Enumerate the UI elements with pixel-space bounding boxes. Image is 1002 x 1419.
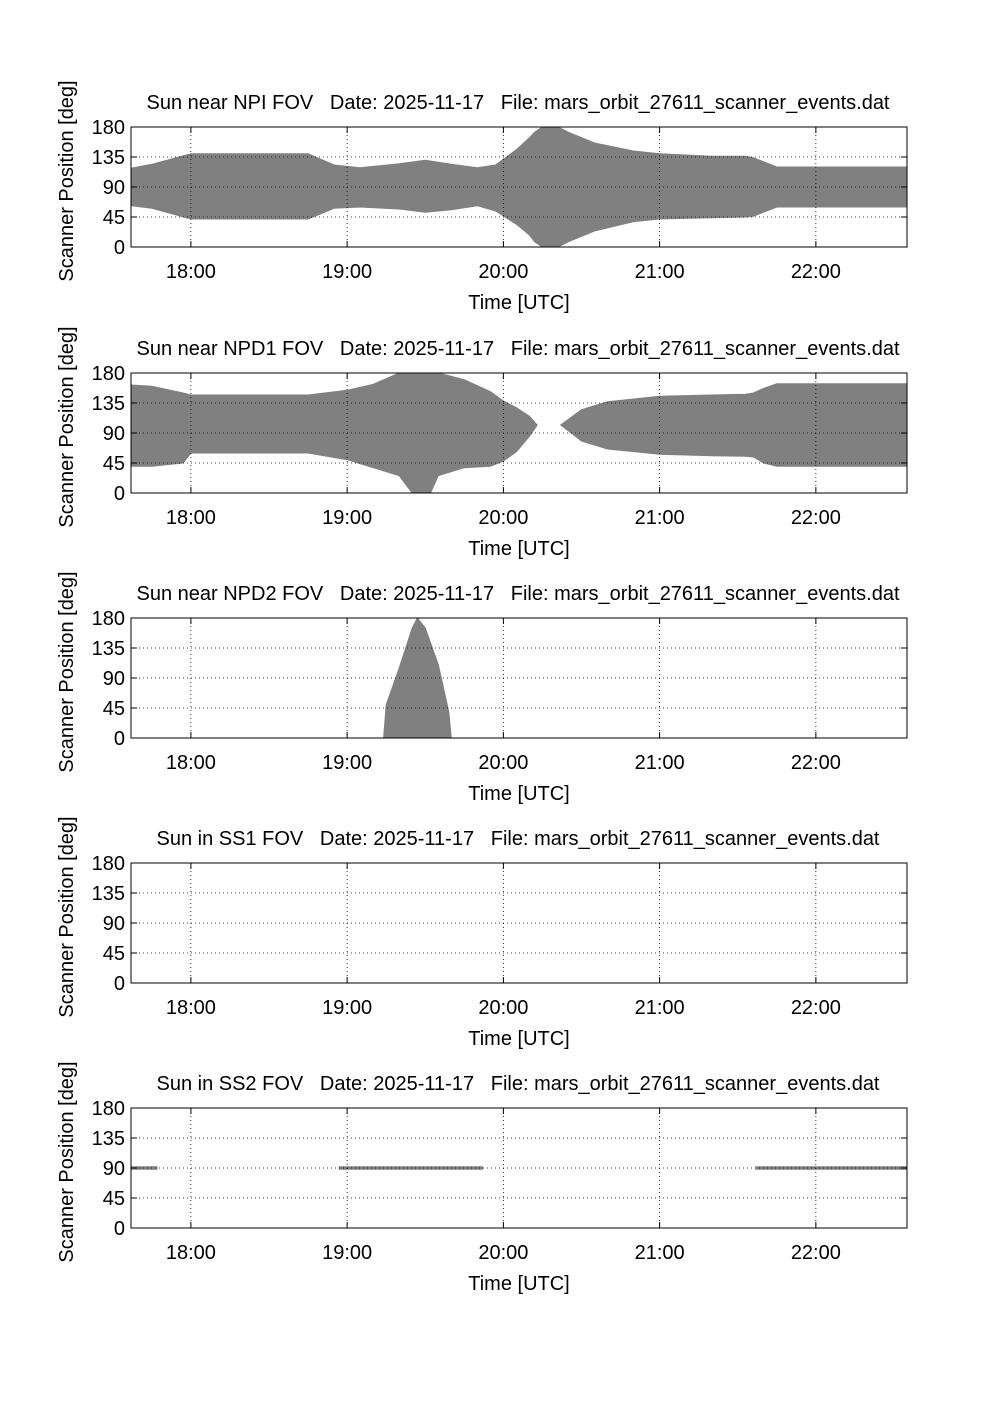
chart-panel-2 xyxy=(56,326,907,560)
chart-title: Sun near NPD2 FOV Date: 2025-11-17 File: mars_orbit_27611_scanner_events.dat xyxy=(136,583,900,605)
x-tick-label: 18:00 xyxy=(165,1242,216,1264)
y-tick-label: 0 xyxy=(113,237,125,259)
y-tick-label: 180 xyxy=(91,117,125,139)
y-tick-label: 0 xyxy=(113,1218,125,1240)
x-axis-label: Time [UTC] xyxy=(468,1028,570,1050)
y-tick-label: 90 xyxy=(102,423,125,445)
y-axis-label: Scanner Position [deg] xyxy=(56,326,78,528)
x-tick-label: 22:00 xyxy=(790,261,841,283)
x-tick-label: 20:00 xyxy=(478,507,529,529)
x-tick-label: 21:00 xyxy=(634,1242,685,1264)
x-tick-label: 20:00 xyxy=(478,261,529,283)
x-tick-label: 19:00 xyxy=(322,752,373,774)
y-tick-label: 45 xyxy=(102,207,125,229)
y-axis-label: Scanner Position [deg] xyxy=(56,816,78,1018)
x-axis-label: Time [UTC] xyxy=(468,538,570,560)
x-tick-label: 21:00 xyxy=(634,997,685,1019)
x-tick-label: 22:00 xyxy=(790,507,841,529)
y-tick-label: 0 xyxy=(113,483,125,505)
x-tick-label: 22:00 xyxy=(790,752,841,774)
y-tick-label: 90 xyxy=(102,913,125,935)
chart-panel-3 xyxy=(56,571,907,805)
x-tick-label: 18:00 xyxy=(165,752,216,774)
x-tick-label: 18:00 xyxy=(165,261,216,283)
x-axis-label: Time [UTC] xyxy=(468,783,570,805)
x-tick-label: 19:00 xyxy=(322,1242,373,1264)
x-tick-label: 19:00 xyxy=(322,261,373,283)
chart-title: Sun in SS2 FOV Date: 2025-11-17 File: mars_orbit_27611_scanner_events.dat xyxy=(156,1073,880,1095)
y-axis-label: Scanner Position [deg] xyxy=(56,80,78,282)
y-tick-label: 0 xyxy=(113,973,125,995)
y-tick-label: 135 xyxy=(91,1128,125,1150)
y-tick-label: 45 xyxy=(102,453,125,475)
y-tick-label: 180 xyxy=(91,853,125,875)
y-tick-label: 135 xyxy=(91,147,125,169)
data-area-segment xyxy=(384,618,452,738)
x-tick-label: 21:00 xyxy=(634,752,685,774)
x-tick-label: 18:00 xyxy=(165,507,216,529)
x-tick-label: 22:00 xyxy=(790,1242,841,1264)
y-tick-label: 135 xyxy=(91,638,125,660)
y-tick-label: 135 xyxy=(91,393,125,415)
y-tick-label: 90 xyxy=(102,177,125,199)
x-tick-label: 19:00 xyxy=(322,507,373,529)
chart-panel-5 xyxy=(56,1061,907,1295)
x-axis-label: Time [UTC] xyxy=(468,1273,570,1295)
chart-title: Sun near NPD1 FOV Date: 2025-11-17 File: mars_orbit_27611_scanner_events.dat xyxy=(136,338,900,360)
y-tick-label: 0 xyxy=(113,728,125,750)
x-tick-label: 21:00 xyxy=(634,507,685,529)
data-area-segment xyxy=(339,1167,482,1170)
x-tick-label: 18:00 xyxy=(165,997,216,1019)
chart-title: Sun near NPI FOV Date: 2025-11-17 File: mars_orbit_27611_scanner_events.dat xyxy=(146,92,890,114)
y-axis-label: Scanner Position [deg] xyxy=(56,1061,78,1263)
x-tick-label: 20:00 xyxy=(478,752,529,774)
x-tick-label: 21:00 xyxy=(634,261,685,283)
y-axis-label: Scanner Position [deg] xyxy=(56,571,78,773)
y-tick-label: 90 xyxy=(102,1158,125,1180)
chart-panel-4 xyxy=(56,816,907,1050)
x-tick-label: 22:00 xyxy=(790,997,841,1019)
x-tick-label: 20:00 xyxy=(478,1242,529,1264)
y-tick-label: 45 xyxy=(102,943,125,965)
y-tick-label: 90 xyxy=(102,668,125,690)
y-tick-label: 180 xyxy=(91,1098,125,1120)
y-tick-label: 45 xyxy=(102,698,125,720)
chart-panel-1 xyxy=(56,80,907,314)
x-tick-label: 20:00 xyxy=(478,997,529,1019)
y-tick-label: 180 xyxy=(91,608,125,630)
y-tick-label: 180 xyxy=(91,363,125,385)
data-area-segment xyxy=(561,384,907,467)
chart-title: Sun in SS1 FOV Date: 2025-11-17 File: mars_orbit_27611_scanner_events.dat xyxy=(156,828,880,850)
y-tick-label: 135 xyxy=(91,883,125,905)
x-tick-label: 19:00 xyxy=(322,997,373,1019)
x-axis-label: Time [UTC] xyxy=(468,292,570,314)
y-tick-label: 45 xyxy=(102,1188,125,1210)
